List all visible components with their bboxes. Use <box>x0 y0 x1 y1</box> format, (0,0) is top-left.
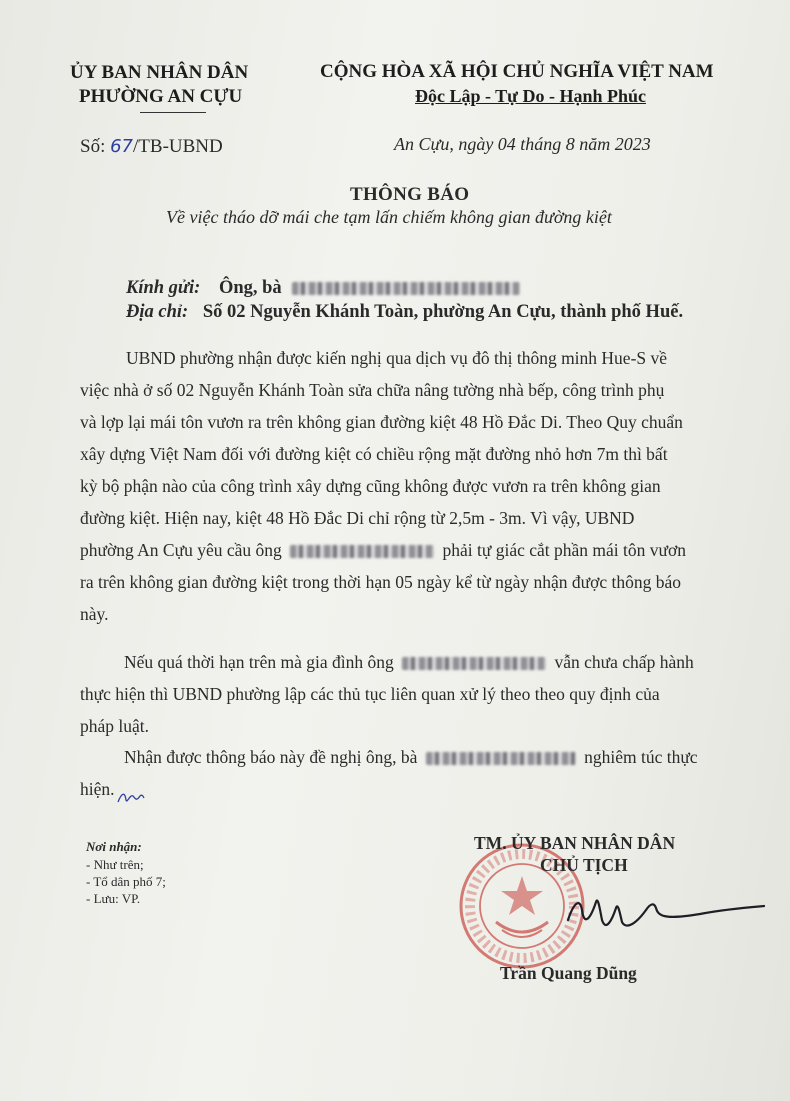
handwritten-signature-icon <box>560 880 770 950</box>
redacted-name <box>426 752 576 765</box>
signature-title: TM. ỦY BAN NHÂN DÂN <box>474 833 676 853</box>
redacted-name <box>402 657 546 670</box>
body-line: thực hiện thì UBND phường lập các thủ tục liên quan xử lý theo theo quy định của <box>80 684 660 704</box>
address-label: Địa chỉ: <box>126 302 189 322</box>
nation-title: CỘNG HÒA XÃ HỘI CHỦ NGHĨA VIỆT NAM <box>320 61 714 82</box>
nation-motto: Độc Lập - Tự Do - Hạnh Phúc <box>415 86 647 106</box>
signer-name: Trần Quang Dũng <box>500 963 637 983</box>
recipients-item: - Lưu: VP. <box>86 891 141 906</box>
doc-number-suffix: /TB-UBND <box>133 136 223 157</box>
body-line: UBND phường nhận được kiến nghị qua dịch vụ đô thị thông minh Hue-S về <box>126 348 668 368</box>
recipients-item: - Tổ dân phố 7; <box>86 874 166 889</box>
address-line <box>126 302 683 323</box>
redacted-name <box>292 282 520 295</box>
recipient-value: Ông, bà <box>218 278 282 298</box>
body-line: việc nhà ở số 02 Nguyễn Khánh Toàn sửa chữa nâng tường nhà bếp, công trình phụ <box>80 380 665 400</box>
address-value: Số 02 Nguyễn Khánh Toàn, phường An Cựu, thành phố Huế. <box>202 302 684 322</box>
body-line <box>80 534 686 566</box>
notice-subtitle: Về việc tháo dỡ mái che tạm lấn chiếm không gian đường kiệt <box>166 207 612 227</box>
body-line-part: phường An Cựu yêu cầu ông <box>80 540 282 560</box>
agency-name-line2-text: PHƯỜNG AN CỰU <box>79 86 243 107</box>
body-line-part: Nhận được thông báo này đề nghị ông, bà <box>124 747 418 767</box>
date-line: An Cựu, ngày 04 tháng 8 năm 2023 <box>394 134 651 154</box>
body-line-part: phải tự giác cắt phần mái tôn vươn <box>442 540 687 560</box>
body-line: này. <box>80 604 109 624</box>
recipient-line <box>126 278 520 299</box>
redacted-name <box>290 545 434 558</box>
agency-name-line2 <box>79 86 242 108</box>
body-line: hiện. <box>80 779 115 799</box>
doc-number <box>80 136 223 158</box>
body-line: đường kiệt. Hiện nay, kiệt 48 Hồ Đắc Di chỉ rộng từ 2,5m - 3m. Vì vậy, UBND <box>80 508 635 528</box>
recipients-title: Nơi nhận: <box>86 839 142 854</box>
recipient-label: Kính gửi: <box>126 278 201 298</box>
body-line <box>124 646 694 678</box>
body-line-part: nghiêm túc thực <box>584 747 698 767</box>
body-line: kỳ bộ phận nào của công trình xây dựng cũng không được vươn ra trên không gian <box>80 476 661 496</box>
recipients-item: - Như trên; <box>86 857 144 872</box>
body-line-part: vẫn chưa chấp hành <box>554 652 694 672</box>
doc-number-prefix: Số: <box>80 136 106 157</box>
notice-title: THÔNG BÁO <box>350 184 470 205</box>
body-line-part: Nếu quá thời hạn trên mà gia đình ông <box>124 652 394 672</box>
doc-number-handwritten: 67 <box>110 136 134 157</box>
signature-role: CHỦ TỊCH <box>540 855 628 875</box>
agency-underline <box>140 112 206 113</box>
body-line: ra trên không gian đường kiệt trong thời hạn 05 ngày kể từ ngày nhận được thông báo <box>80 572 682 592</box>
body-line: pháp luật. <box>80 716 150 736</box>
handwritten-initial-icon <box>116 788 146 808</box>
agency-name-line1: ỦY BAN NHÂN DÂN <box>70 62 249 83</box>
body-line: xây dựng Việt Nam đối với đường kiệt có chiều rộng mặt đường nhỏ hơn 7m thì bất <box>80 444 668 464</box>
body-line <box>124 741 698 773</box>
body-line: và lợp lại mái tôn vươn ra trên không gian đường kiệt 48 Hồ Đắc Di. Theo Quy chuẩn <box>80 412 683 432</box>
